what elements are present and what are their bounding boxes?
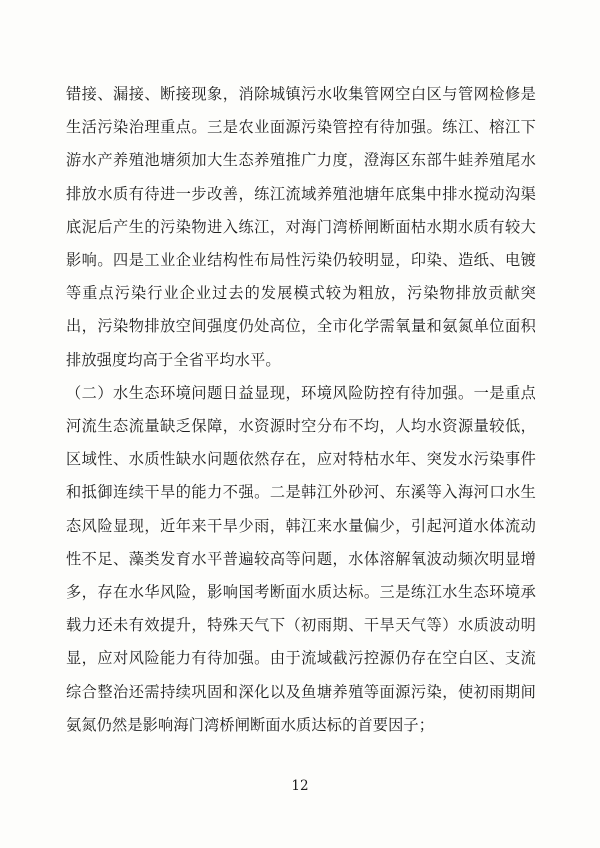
page-number: 12 (291, 778, 309, 794)
page-text-block (66, 78, 536, 742)
paragraph-2: （二）水生态环境问题日益显现，环境风险防控有待加强。一是重点河流生态流量缺乏保障，水资源时空分布不均，人均水资源量较低，区域性、水质性缺水问题依然存在，应对特枯水年、突发水污染事件和抵御连续干旱的能力不强。二是韩江外砂河、东溪等入海河口水生态风险显现，近年来干旱少雨，韩江来水量偏少，引起河道水体流动性不足、藻类发育水平普遍较高等问题，水体溶解氧波动频次明显增多，存在水华风险，影响国考断面水质达标。三是练江水生态环境承载力还未有效提升，特殊天气下（初雨期、干旱天气等）水质波动明显，应对风险能力有待加强。由于流域截污控源仍存在空白区、支流综合整治还需持续巩固和深化以及鱼塘养殖等面源污染，使初雨期间氨氮仍然是影响海门湾桥闸断面水质达标的首要因子； (66, 383, 536, 734)
paragraph-1: 错接、漏接、断接现象，消除城镇污水收集管网空白区与管网检修是生活污染治理重点。三是农业面源污染管控有待加强。练江、榕江下游水产养殖池塘须加大生态养殖推广力度，澄海区东部牛蛙养殖尾水排放水质有待进一步改善，练江流域养殖池塘年底集中排水搅动沟渠底泥后产生的污染物进入练江，对海门湾桥闸断面枯水期水质有较大影响。四是工业企业结构性布局性污染仍较明显，印染、造纸、电镀等重点污染行业企业过去的发展模式较为粗放，污染物排放贡献突出，污染物排放空间强度仍处高位，全市化学需氧量和氨氮单位面积排放强度均高于全省平均水平。 (66, 85, 536, 369)
